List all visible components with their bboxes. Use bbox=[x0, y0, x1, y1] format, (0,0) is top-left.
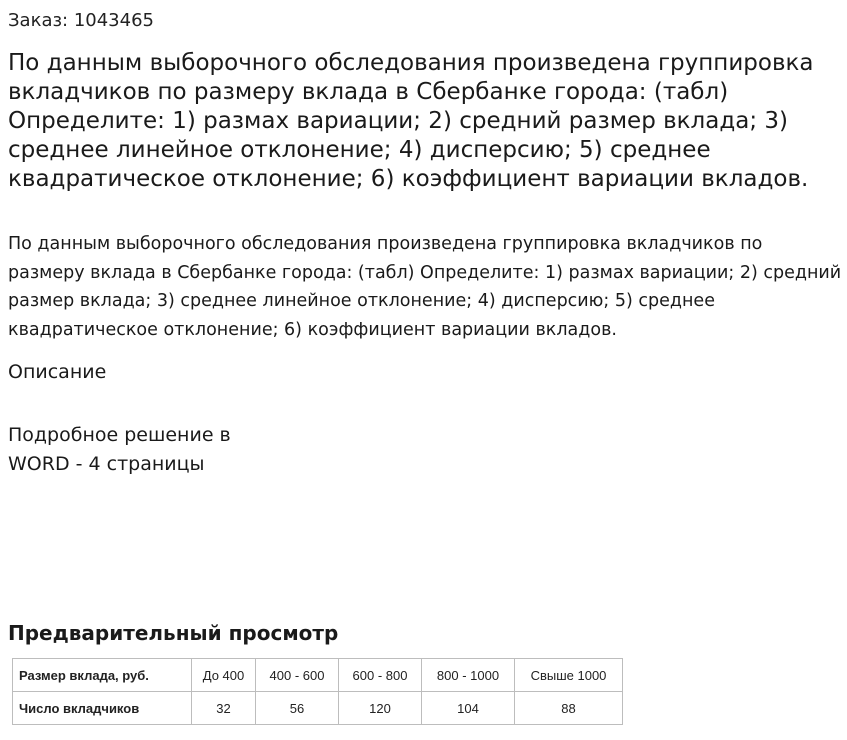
description-heading: Описание bbox=[8, 361, 107, 383]
table-cell: 120 bbox=[339, 692, 422, 725]
task-description: По данным выборочного обследования произведена группировка вкладчиков по размеру вклада в Сбербанке города: (табл) Определите: 1) размах вариации; 2) средний размер вклада; 3) среднее линейное отклонение; 4) дисперсию; 5) среднее квадратическое отклонение; 6) коэффициент вариации вкладов. bbox=[8, 234, 842, 340]
table-cell: До 400 bbox=[192, 659, 256, 692]
preview-table bbox=[12, 658, 623, 725]
table-row-label: Число вкладчиков bbox=[13, 692, 192, 725]
table-row-label: Размер вклада, руб. bbox=[13, 659, 192, 692]
table-cell: 104 bbox=[422, 692, 515, 725]
order-number: Заказ: 1043465 bbox=[8, 10, 154, 31]
table-cell: 88 bbox=[515, 692, 623, 725]
table-cell: 600 - 800 bbox=[339, 659, 422, 692]
table-row bbox=[13, 692, 623, 725]
preview-heading: Предварительный просмотр bbox=[8, 621, 339, 645]
table-cell: 56 bbox=[256, 692, 339, 725]
table-cell: 800 - 1000 bbox=[422, 659, 515, 692]
table-cell: 400 - 600 bbox=[256, 659, 339, 692]
table-cell: Свыше 1000 bbox=[515, 659, 623, 692]
table-row bbox=[13, 659, 623, 692]
description-text: Подробное решение в WORD - 4 страницы bbox=[8, 424, 231, 475]
task-title: По данным выборочного обследования произведена группировка вкладчиков по размеру вклада в Сбербанке города: (табл) Определите: 1) размах вариации; 2) средний размер вклада; 3) среднее линейное отклонение; 4) дисперсию; 5) среднее квадратическое отклонение; 6) коэффициент вариации вкладов. bbox=[8, 50, 814, 192]
table-cell: 32 bbox=[192, 692, 256, 725]
